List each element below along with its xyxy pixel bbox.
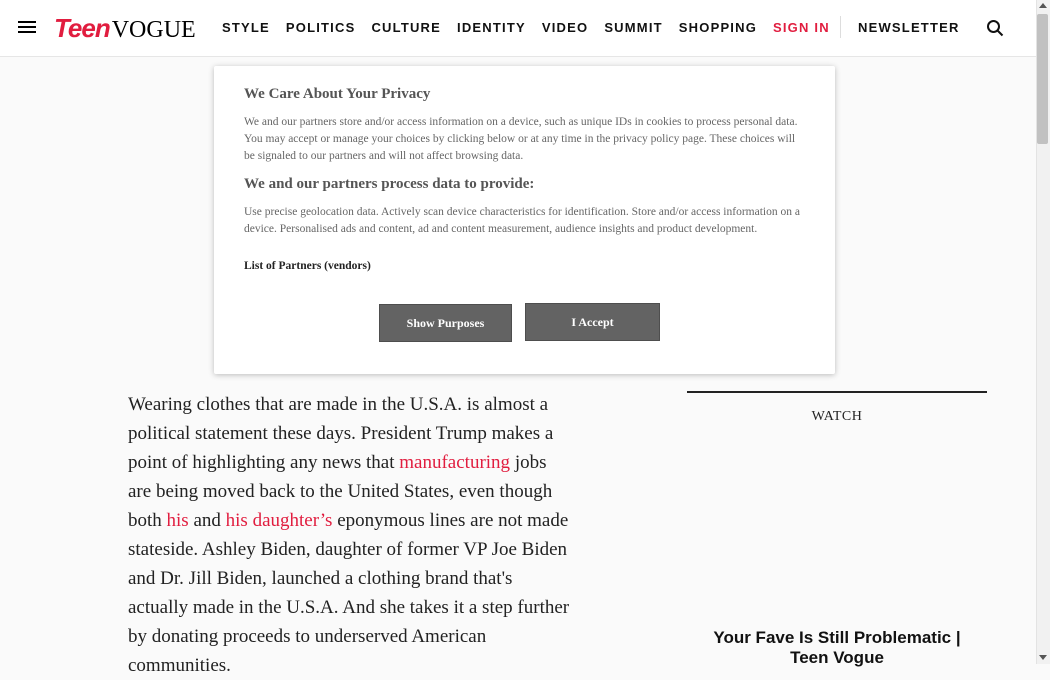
sign-in-link[interactable]: SIGN IN <box>773 20 830 35</box>
nav-item-culture[interactable]: CULTURE <box>371 20 442 35</box>
logo-teen-text: Teen <box>54 13 110 43</box>
hamburger-menu-icon[interactable] <box>18 18 38 38</box>
article-text: jobs are being moved back to the United States, even though both <box>128 452 553 531</box>
logo-vogue-text: VOGUE <box>111 17 196 43</box>
consent-subtitle: We and our partners process data to provide: <box>244 176 535 192</box>
link-manufacturing[interactable]: manufacturing <box>399 452 511 473</box>
header-divider <box>840 16 841 38</box>
newsletter-link[interactable]: NEWSLETTER <box>858 20 960 35</box>
nav-item-video[interactable]: VIDEO <box>541 20 589 35</box>
nav-item-style[interactable]: STYLE <box>222 20 270 35</box>
privacy-consent-dialog <box>214 66 835 374</box>
accept-button[interactable]: I Accept <box>525 303 660 341</box>
article-body <box>128 390 573 680</box>
site-logo[interactable] <box>54 13 196 43</box>
link-his-daughters[interactable]: his daughter’s <box>225 510 333 531</box>
consent-title: We Care About Your Privacy <box>244 86 431 102</box>
nav-item-summit[interactable]: SUMMIT <box>604 20 663 35</box>
nav-item-politics[interactable]: POLITICS <box>285 20 356 35</box>
consent-body: We and our partners store and/or access information on a device, such as unique IDs in cookies to process personal data. You may accept or manage your choices by clicking below or at any time in the privacy policy page. These choices will be signaled to our partners and will not affect browsing data. <box>244 116 798 162</box>
article-text: and <box>188 510 226 531</box>
watch-heading: WATCH <box>811 409 863 424</box>
scroll-up-arrow-icon[interactable] <box>1039 3 1047 8</box>
scrollbar-thumb[interactable] <box>1037 14 1048 144</box>
article-text: Wearing clothes that are made in the U.S.A. is almost a political statement these days. President Trump makes a point of highlighting any news that <box>128 394 554 473</box>
search-icon[interactable] <box>986 19 1004 37</box>
show-purposes-button[interactable]: Show Purposes <box>379 304 512 342</box>
top-navigation-bar <box>0 0 1036 57</box>
main-nav <box>222 20 773 35</box>
partners-list-link[interactable]: List of Partners (vendors) <box>244 260 371 272</box>
video-title[interactable]: Your Fave Is Still Problematic | Teen Vogue <box>713 628 961 667</box>
consent-purposes: Use precise geolocation data. Actively scan device characteristics for identification. Store and/or access information on a device. Personalised ads and content, ad and content measurement, audience insights and product development. <box>244 206 800 235</box>
sidebar-divider <box>687 391 987 393</box>
nav-item-identity[interactable]: IDENTITY <box>457 20 526 35</box>
scroll-down-arrow-icon[interactable] <box>1039 655 1047 660</box>
link-his[interactable]: his <box>166 510 189 531</box>
nav-item-shopping[interactable]: SHOPPING <box>678 20 758 35</box>
article-text: eponymous lines are not made stateside. Ashley Biden, daughter of former VP Joe Biden and Dr. Jill Biden, launched a clothing brand that's actually made in the U.S.A. And she takes it a step further by donating proceeds to underserved American communities. <box>128 510 570 676</box>
